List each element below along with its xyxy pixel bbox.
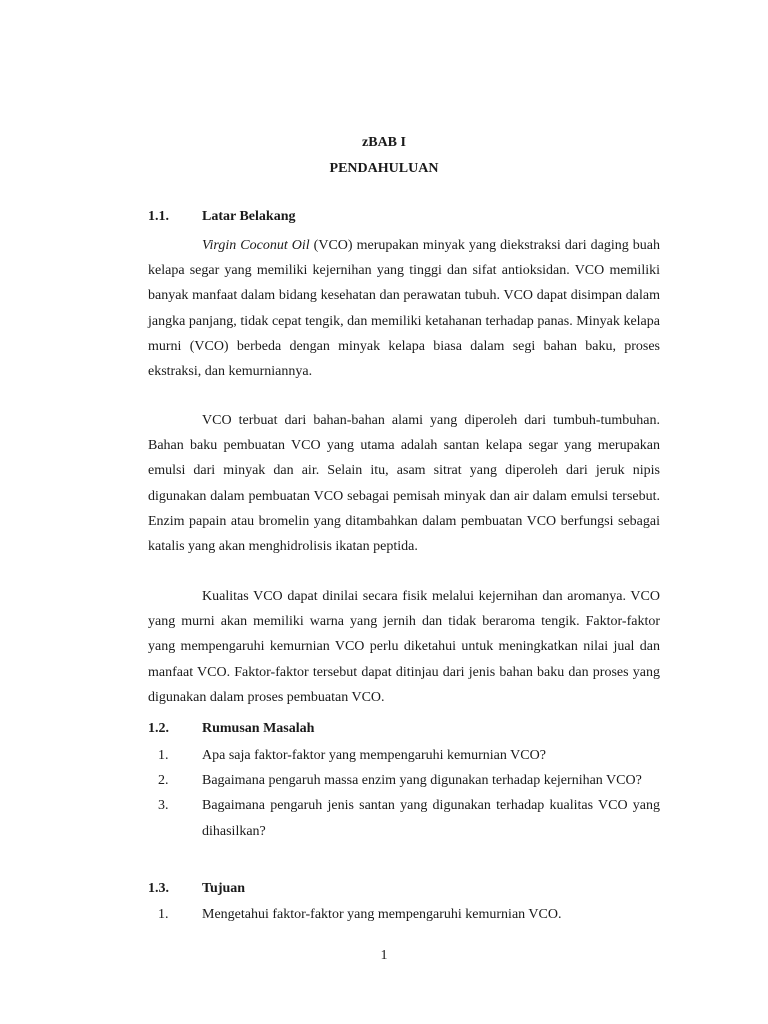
section-number: 1.2. bbox=[148, 721, 169, 736]
chapter-label: zBAB I bbox=[362, 135, 406, 150]
italic-term: Virgin Coconut Oil bbox=[202, 238, 310, 253]
paragraph-vco-materials: VCO terbuat dari bahan-bahan alami yang diperoleh dari tumbuh-tumbuhan. Bahan baku pembuatan VCO yang utama adalah santan kelapa segar yang merupakan emulsi dari minyak dan air. Selain itu, asam sitrat yang diperoleh dari jeruk nipis digunakan dalam pembuatan VCO sebagai pemisah minyak dan air dalam emulsi tersebut. Enzim papain atau bromelin yang ditambahkan dalam pembuatan VCO berfungsi sebagai katalis yang akan menghidrolisis ikatan peptida. bbox=[148, 413, 660, 555]
list-number: 1. bbox=[158, 748, 169, 763]
paragraph-vco-quality: Kualitas VCO dapat dinilai secara fisik melalui kejernihan dan aromanya. VCO yang murni akan memiliki warna yang jernih dan tidak beraroma tengik. Faktor-faktor yang mempengaruhi kemurnian VCO perlu diketahui untuk meningkatkan nilai jual dan manfaat VCO. Faktor-faktor tersebut dapat ditinjau dari jenis bahan baku dan proses yang digunakan dalam proses pembuatan VCO. bbox=[148, 589, 660, 705]
list-text: Bagaimana pengaruh massa enzim yang digunakan terhadap kejernihan VCO? bbox=[202, 773, 642, 789]
section-title: Tujuan bbox=[202, 881, 246, 896]
list-item bbox=[148, 902, 660, 927]
paragraph-text: (VCO) merupakan minyak yang diekstraksi dari daging buah kelapa segar yang memiliki kejernihan yang tinggi dan sifat antioksidan. VCO memiliki banyak manfaat dalam bidang kesehatan dan perawatan tubuh. VCO dapat disimpan dalam jangka panjang, tidak cepat tengik, dan memiliki ketahanan terhadap panas. Minyak kelapa murni (VCO) berbeda dengan minyak kelapa biasa dalam segi bahan baku, proses ekstraksi, dan kemurniannya. bbox=[148, 238, 660, 380]
list-item bbox=[148, 743, 660, 768]
problem-list bbox=[148, 743, 660, 844]
section-number: 1.1. bbox=[148, 209, 169, 224]
paragraph-vco-definition bbox=[148, 233, 660, 384]
list-text: Mengetahui faktor-faktor yang mempengaruhi kemurnian VCO. bbox=[202, 907, 562, 922]
list-item bbox=[148, 768, 660, 793]
section-title: Rumusan Masalah bbox=[202, 721, 315, 736]
list-text: Bagaimana pengaruh jenis santan yang digunakan terhadap kualitas VCO yang dihasilkan? bbox=[202, 798, 660, 839]
objective-list bbox=[148, 902, 660, 927]
section-number: 1.3. bbox=[148, 881, 169, 896]
section-title: Latar Belakang bbox=[202, 209, 296, 224]
page-number: 1 bbox=[380, 948, 388, 963]
list-text: Apa saja faktor-faktor yang mempengaruhi kemurnian VCO? bbox=[202, 748, 546, 763]
list-number: 1. bbox=[158, 907, 169, 922]
list-number: 3. bbox=[158, 798, 169, 814]
list-number: 2. bbox=[158, 773, 169, 789]
chapter-title: PENDAHULUAN bbox=[329, 161, 439, 176]
list-item bbox=[148, 793, 660, 843]
